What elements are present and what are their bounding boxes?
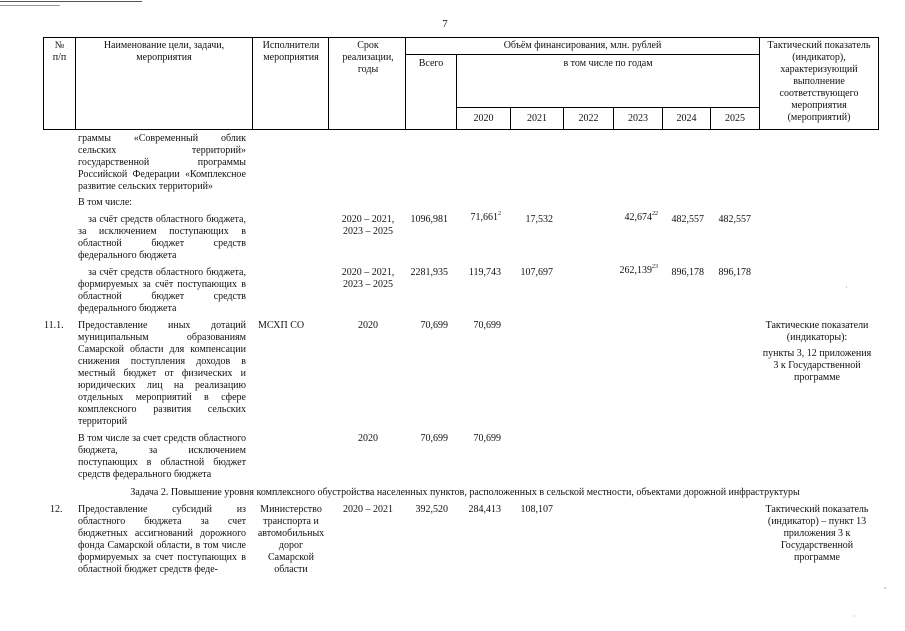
row-2025: 896,178 bbox=[718, 267, 751, 278]
row-number: 12. bbox=[50, 504, 63, 515]
row-2024: 896,178 bbox=[671, 267, 704, 278]
row-total: 392,520 bbox=[415, 504, 448, 515]
row-2020: 119,743 bbox=[468, 267, 501, 278]
row-2023: 262,139$^{23}$ bbox=[619, 264, 658, 276]
row-executor: МСХП СО bbox=[258, 320, 305, 331]
row-name: за счёт средств областного бюджета, формируемых за счёт поступающих в областной бюджет средств федерального бюджета bbox=[78, 267, 246, 314]
row-2024: 482,557 bbox=[671, 214, 704, 225]
row-total: 70,699 bbox=[420, 320, 448, 331]
row-indicator: Тактические показатели (индикаторы): пункты 3, 12 приложения 3 к Государственной программе bbox=[762, 320, 872, 383]
row-term: 2020 bbox=[358, 320, 378, 331]
row-2025: 482,557 bbox=[718, 214, 751, 225]
row-2021: 107,697 bbox=[520, 267, 553, 278]
row-2023: 42,674$^{22}$ bbox=[624, 211, 658, 223]
header-year: 2020 bbox=[473, 113, 494, 124]
task-heading: Задача 2. Повышение уровня комплексного обустройства населенных пунктов, расположенных в сельской местности, объектами дорожной инфраструктуры bbox=[130, 487, 800, 498]
row-name: В том числе за счет средств областного бюджета, за исключением поступающих в областной бюджет средств федерального бюджета bbox=[78, 433, 246, 480]
page-number: 7 bbox=[442, 18, 448, 30]
row-2020: 284,413 bbox=[468, 504, 501, 515]
including-label: В том числе: bbox=[78, 197, 133, 208]
header-year: 2023 bbox=[628, 113, 648, 124]
header-year: 2021 bbox=[527, 113, 547, 124]
header-executors: Исполнители мероприятия bbox=[262, 40, 320, 63]
header-name: Наименование цели, задачи, мероприятия bbox=[103, 40, 225, 63]
header-indicator: Тактический показатель (индикатор), характеризующий выполнение соответствующего мероприятия (мероприятий) bbox=[767, 40, 871, 123]
row-term: 2020 – 2021, 2023 – 2025 bbox=[341, 214, 395, 237]
row-total: 1096,981 bbox=[410, 214, 448, 225]
row-2021: 17,532 bbox=[525, 214, 553, 225]
header-funding: Объём финансирования, млн. рублей bbox=[503, 40, 662, 51]
row-2021: 108,107 bbox=[520, 504, 553, 515]
row-term: 2020 bbox=[358, 433, 378, 444]
row-2020: 70,699 bbox=[473, 320, 501, 331]
row-name: за счёт средств областного бюджета, за исключением поступающих в областной бюджет средств федерального бюджета bbox=[78, 214, 246, 261]
table-header bbox=[43, 37, 879, 130]
row-executor: Министерство транспорта и автомобильных дорог Самарской области bbox=[257, 504, 325, 575]
row-term: 2020 – 2021, 2023 – 2025 bbox=[341, 267, 395, 290]
header-total: Всего bbox=[418, 58, 444, 69]
row-name: Предоставление субсидий из областного бюджета за счет бюджетных ассигнований дорожного фонда Самарской области, в том числе формируемых за счет поступающих в областной бюджет средств феде- bbox=[78, 504, 246, 575]
row-2020: 71,661$^2$ bbox=[470, 211, 501, 223]
continuation-text: граммы «Современный облик сельских территорий» государственной программы Российской Федерации «Комплексное развитие сельских территорий» bbox=[78, 133, 246, 192]
header-year: 2025 bbox=[725, 113, 745, 124]
row-name: Предоставление иных дотаций муниципальным образованиям Самарской области для компенсации снижения поступления доходов в местный бюджет от физических и юридических лиц на реализацию отдельных мероприятий в сфере комплексного развития сельских территорий bbox=[78, 320, 246, 427]
header-num: № п/п bbox=[52, 40, 67, 63]
row-total: 70,699 bbox=[420, 433, 448, 444]
header-by-years: в том числе по годам bbox=[563, 58, 653, 69]
row-term: 2020 – 2021 bbox=[343, 504, 393, 515]
row-2020: 70,699 bbox=[473, 433, 501, 444]
header-term: Срок реализации, годы bbox=[342, 40, 394, 75]
row-total: 2281,935 bbox=[410, 267, 448, 278]
row-indicator: Тактический показатель (индикатор) – пункт 13 приложения 3 к Государственной программе bbox=[765, 504, 869, 563]
row-number: 11.1. bbox=[44, 320, 64, 331]
header-year: 2024 bbox=[676, 113, 697, 124]
header-year: 2022 bbox=[578, 113, 599, 124]
